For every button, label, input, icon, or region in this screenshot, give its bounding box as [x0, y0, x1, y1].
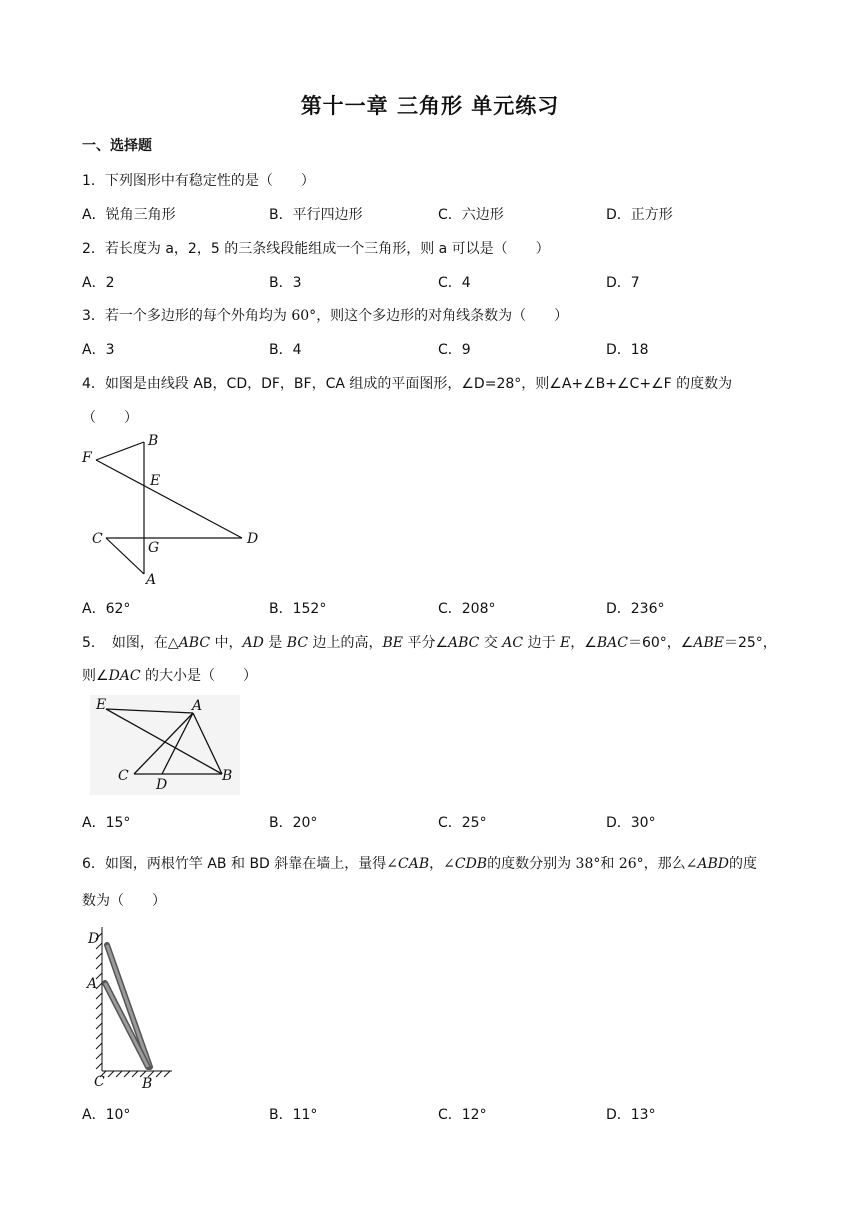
q5-text: 平分∠: [403, 635, 449, 651]
segment-bf: [96, 442, 144, 460]
q6-text: ，: [429, 856, 444, 872]
q6-math: ∠ABD: [685, 856, 730, 872]
q5-var: BE: [382, 635, 403, 651]
label-b: B: [222, 768, 233, 784]
wall-hatching: [96, 933, 102, 1069]
label-a: A: [192, 698, 203, 714]
ground-hatching: [100, 1071, 170, 1077]
q2-option-d[interactable]: D．7: [606, 275, 640, 291]
q5-figure: [90, 695, 240, 795]
q4-option-c[interactable]: C．208°: [438, 601, 496, 617]
q5-var: ABC: [178, 635, 211, 651]
section-heading: 一、选择题: [82, 138, 152, 154]
q3-text-after: ，则这个多边形的对角线条数为（ ）: [316, 308, 569, 324]
label-c: C: [92, 531, 103, 547]
label-e: E: [96, 697, 107, 713]
question-3: [82, 305, 568, 325]
page-title: 第十一章 三角形 单元练习: [300, 94, 560, 118]
question-6-line-2: 数为（ ）: [82, 893, 166, 909]
q6-option-b[interactable]: B．11°: [269, 1107, 318, 1123]
q6-math: 38°: [575, 856, 601, 872]
q6-option-c[interactable]: C．12°: [438, 1107, 487, 1123]
q5-option-d[interactable]: D．30°: [606, 815, 656, 831]
q5-option-c[interactable]: C．25°: [438, 815, 487, 831]
q5-text: 则∠: [82, 668, 109, 684]
question-6-line-1: [82, 853, 757, 873]
q2-option-a[interactable]: A．2: [82, 275, 115, 291]
label-d: D: [88, 931, 100, 947]
label-d: D: [156, 777, 168, 793]
q6-math: ∠CAB: [386, 856, 430, 872]
question-4-line-1: 4．如图是由线段 AB，CD，DF，BF，CA 组成的平面图形，∠D=28°，则∠A+∠B+∠C+∠F 的度数为: [82, 376, 733, 392]
question-4-line-2: （ ）: [82, 410, 138, 426]
q1-option-b[interactable]: B．平行四边形: [269, 207, 363, 223]
q5-text: ＝25°，: [723, 635, 777, 651]
q6-text: 的度数分别为: [487, 856, 576, 872]
segment-fd: [96, 460, 242, 538]
q5-text: 是: [263, 635, 287, 651]
question-1: 1．下列图形中有稳定性的是（ ）: [82, 173, 315, 189]
q6-math: ∠CDB: [443, 856, 488, 872]
q5-var: BAC: [596, 635, 628, 651]
label-g: G: [148, 540, 160, 556]
q5-text: 边于: [523, 635, 561, 651]
q5-var: BC: [286, 635, 309, 651]
q6-option-d[interactable]: D．13°: [606, 1107, 656, 1123]
q6-text: 和: [600, 856, 619, 872]
q5-text: ，∠: [570, 635, 597, 651]
q6-text: 的度: [729, 856, 758, 872]
q2-option-c[interactable]: C．4: [438, 275, 471, 291]
label-f: F: [82, 450, 92, 466]
q5-var: ABC: [448, 635, 480, 651]
q3-option-b[interactable]: B．4: [269, 342, 302, 358]
label-c: C: [94, 1074, 105, 1090]
q1-option-c[interactable]: C．六边形: [438, 207, 504, 223]
q3-option-c[interactable]: C．9: [438, 342, 471, 358]
q3-text-before: 3．若一个多边形的每个外角均为: [82, 308, 292, 324]
q5-text: 的大小是（ ）: [140, 668, 258, 684]
q5-var: ABE: [693, 635, 724, 651]
label-a: A: [146, 572, 157, 588]
q3-option-d[interactable]: D．18: [606, 342, 649, 358]
q6-math: 26°: [618, 856, 644, 872]
question-2: 2．若长度为 a，2，5 的三条线段能组成一个三角形，则 a 可以是（ ）: [82, 241, 550, 257]
q1-option-a[interactable]: A．锐角三角形: [82, 207, 176, 223]
label-b: B: [142, 1076, 153, 1090]
segment-ca: [106, 538, 144, 574]
q5-text: ＝60°，∠: [627, 635, 694, 651]
q5-option-b[interactable]: B．20°: [269, 815, 318, 831]
question-5-line-2: [82, 665, 257, 685]
q5-text: 中，: [210, 635, 243, 651]
label-d: D: [247, 531, 259, 547]
q4-figure: [76, 430, 266, 590]
q5-var: E: [560, 635, 571, 651]
q4-option-a[interactable]: A．62°: [82, 601, 131, 617]
q6-text: ，那么: [643, 856, 686, 872]
q3-option-a[interactable]: A．3: [82, 342, 115, 358]
label-e: E: [150, 473, 161, 489]
q5-text: 边上的高，: [308, 635, 383, 651]
q6-option-a[interactable]: A．10°: [82, 1107, 131, 1123]
q1-option-d[interactable]: D．正方形: [606, 207, 673, 223]
q5-option-a[interactable]: A．15°: [82, 815, 131, 831]
q5-text: 交: [479, 635, 503, 651]
question-5-line-1: [82, 632, 777, 652]
q3-angle: 60°: [291, 308, 317, 324]
label-c: C: [118, 768, 129, 784]
q4-option-b[interactable]: B．152°: [269, 601, 327, 617]
q6-figure: [80, 925, 180, 1090]
q6-text: 6．如图，两根竹竿 AB 和 BD 斜靠在墙上，量得: [82, 856, 387, 872]
q2-option-b[interactable]: B．3: [269, 275, 302, 291]
label-b: B: [148, 433, 159, 449]
q5-text: 5． 如图，在△: [82, 635, 179, 651]
q5-var: AD: [242, 635, 264, 651]
q4-option-d[interactable]: D．236°: [606, 601, 665, 617]
label-a: A: [87, 976, 98, 992]
q5-var: DAC: [108, 668, 141, 684]
q5-var: AC: [502, 635, 524, 651]
